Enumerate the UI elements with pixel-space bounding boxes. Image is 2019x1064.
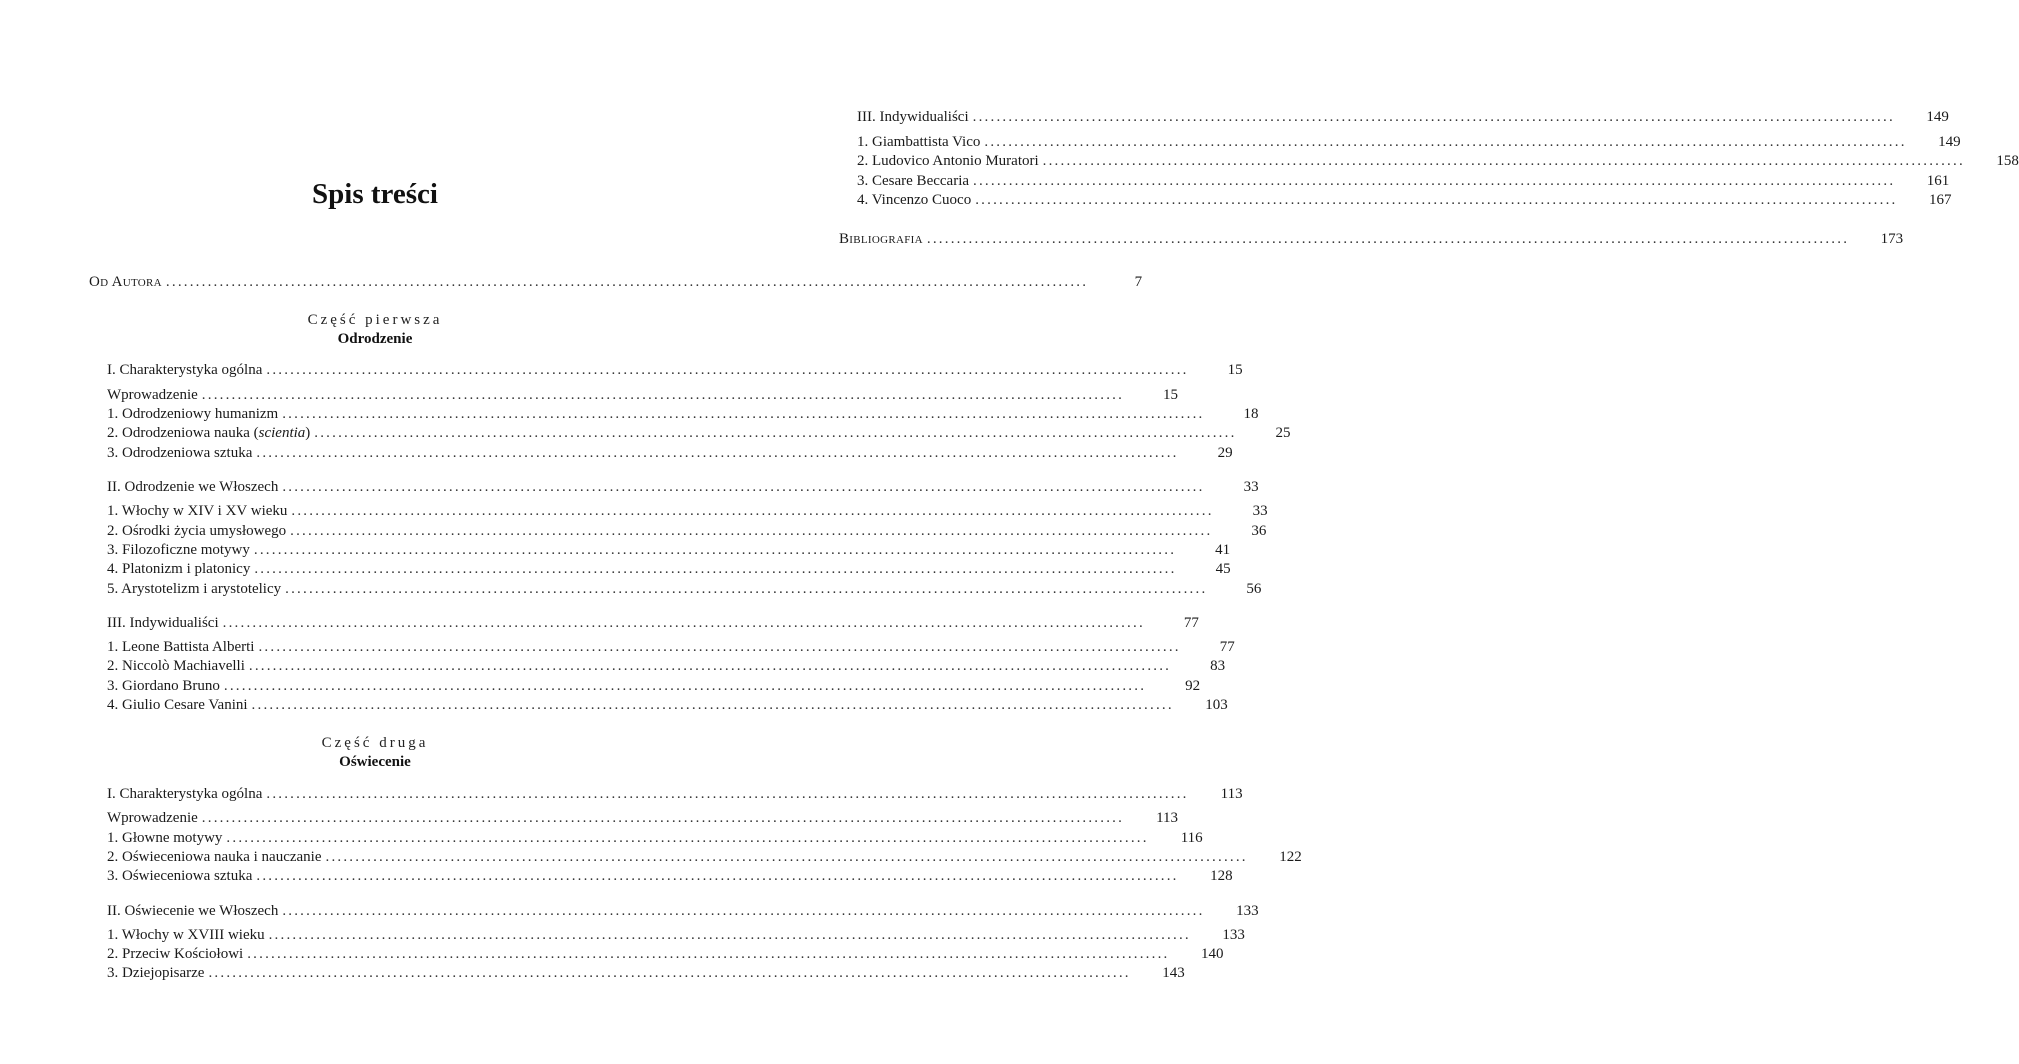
toc-entry-label: Od Autora (89, 274, 162, 290)
toc-entry[interactable] (107, 695, 1228, 715)
leader-dots: ........................................................................................................................................................... (222, 615, 1145, 631)
page-number: 128 (1210, 868, 1233, 884)
page-number: 103 (1205, 697, 1228, 713)
toc-entry-label: 3. Oświeceniowa sztuka (107, 868, 253, 884)
part-heading: Część pierwsza (307, 312, 443, 328)
leader-dots: ........................................................................................................................................................... (926, 231, 1850, 247)
label-text: 2. Odrodzeniowa nauka ( (107, 425, 259, 441)
page-number: 133 (1222, 927, 1245, 943)
toc-chapter[interactable] (107, 613, 1199, 633)
toc-chapter[interactable] (107, 784, 1243, 804)
section-title: Oświecenie (339, 754, 411, 770)
label-italic-text: scientia (258, 425, 306, 441)
toc-entry[interactable] (857, 132, 1961, 152)
toc-entry[interactable] (107, 828, 1203, 848)
toc-entry-label: 3. Cesare Beccaria (857, 173, 970, 189)
page-number: 167 (1928, 192, 1952, 208)
toc-entry-label: 2. Oświeceniowa nauka i nauczanie (107, 849, 322, 865)
page-number: 92 (1185, 678, 1201, 694)
toc-entry-label: 1. Odrodzeniowy humanizm (107, 406, 279, 422)
page-number: 140 (1200, 946, 1224, 962)
page-number: 45 (1215, 561, 1231, 577)
page-number: 149 (1926, 109, 1949, 125)
section-title: Odrodzenie (337, 331, 413, 347)
page-number: 33 (1252, 503, 1268, 519)
toc-entry[interactable] (107, 808, 1179, 828)
toc-entry[interactable] (107, 847, 1302, 867)
leader-dots: ........................................................................................................................................................... (223, 678, 1147, 694)
page-title: Spis treści (312, 178, 438, 210)
leader-dots: ........................................................................................................................................................... (226, 830, 1149, 846)
toc-entry[interactable] (857, 190, 1952, 210)
toc-entry-label: 2. Ludovico Antonio Muratori (857, 153, 1039, 169)
toc-entry[interactable] (107, 579, 1262, 599)
toc-entry-label: 4. Platonizm i platonicy (107, 561, 251, 577)
leader-dots: ........................................................................................................................................................... (984, 134, 1907, 150)
leader-dots: ........................................................................................................................................................... (282, 903, 1205, 919)
toc-entry-label: II. Oświecenie we Włoszech (107, 903, 279, 919)
toc-entry[interactable] (857, 151, 2019, 171)
page-number: 122 (1279, 849, 1302, 865)
leader-dots: ........................................................................................................................................................... (201, 810, 1125, 826)
toc-entry[interactable] (107, 385, 1179, 405)
leader-dots: ........................................................................................................................................................... (268, 927, 1191, 943)
page-number: 143 (1162, 965, 1185, 981)
leader-dots: ........................................................................................................................................................... (975, 192, 1898, 208)
leader-dots: ........................................................................................................................................................... (258, 639, 1181, 655)
page-number: 41 (1215, 542, 1231, 558)
label-text: ) (305, 425, 311, 441)
toc-entry[interactable] (107, 540, 1231, 560)
toc-entry[interactable] (107, 404, 1259, 424)
toc-entry-label: II. Odrodzenie we Włoszech (107, 479, 279, 495)
toc-entry-label: 1. Włochy w XIV i XV wieku (107, 503, 288, 519)
leader-dots: ........................................................................................................................................................... (291, 503, 1214, 519)
toc-entry[interactable] (107, 443, 1233, 463)
toc-entry-bibliografia[interactable] (839, 229, 1904, 249)
toc-entry-label: Bibliografia (839, 231, 923, 247)
toc-entry-label: 2. Niccolò Machiavelli (107, 658, 245, 674)
toc-entry-label: 1. Giambattista Vico (857, 134, 981, 150)
toc-chapter[interactable] (107, 477, 1259, 497)
toc-entry[interactable] (107, 866, 1233, 886)
page-number: 161 (1926, 173, 1950, 189)
toc-entry[interactable] (107, 637, 1235, 657)
toc-entry-label: III. Indywidualiści (107, 615, 219, 631)
toc-entry-label: 5. Arystotelizm i arystotelicy (107, 581, 282, 597)
toc-entry[interactable] (107, 944, 1224, 964)
page-number: 36 (1251, 523, 1267, 539)
leader-dots: ........................................................................................................................................................... (248, 658, 1172, 674)
leader-dots: ........................................................................................................................................................... (1042, 153, 1965, 169)
toc-entry-label (107, 423, 314, 443)
leader-dots: ........................................................................................................................................................... (282, 406, 1205, 422)
toc-entry-label: I. Charakterystyka ogólna (107, 362, 263, 378)
toc-entry-label: 3. Giordano Bruno (107, 678, 220, 694)
page-number: 113 (1220, 786, 1243, 802)
toc-entry-label: 4. Vincenzo Cuoco (857, 192, 972, 208)
leader-dots: ........................................................................................................................................................... (325, 849, 1248, 865)
page-number: 25 (1275, 425, 1291, 441)
toc-entry[interactable] (107, 656, 1226, 676)
leader-dots: ........................................................................................................................................................... (254, 561, 1177, 577)
toc-chapter[interactable] (107, 901, 1259, 921)
leader-dots: ........................................................................................................................................................... (256, 868, 1179, 884)
toc-entry[interactable] (107, 963, 1185, 983)
toc-entry[interactable] (857, 171, 1950, 191)
toc-entry[interactable] (107, 423, 1291, 443)
toc-entry-label: Wprowadzenie (107, 810, 198, 826)
page-number: 133 (1236, 903, 1259, 919)
toc-entry-label: 1. Włochy w XVIII wieku (107, 927, 265, 943)
leader-dots: ........................................................................................................................................................... (314, 425, 1237, 441)
toc-entry-label: 3. Filozoficzne motywy (107, 542, 250, 558)
leader-dots: ........................................................................................................................................................... (266, 362, 1189, 378)
page-number: 83 (1210, 658, 1226, 674)
page-number: 77 (1183, 615, 1199, 631)
toc-entry[interactable] (107, 925, 1245, 945)
page-number: 29 (1217, 445, 1233, 461)
toc-entry-label: 2. Ośrodki życia umysłowego (107, 523, 287, 539)
page-number: 33 (1243, 479, 1259, 495)
page-number: 77 (1219, 639, 1235, 655)
toc-entry[interactable] (107, 521, 1267, 541)
leader-dots: ........................................................................................................................................................... (266, 786, 1189, 802)
leader-dots: ........................................................................................................................................................... (208, 965, 1131, 981)
toc-entry-label: Wprowadzenie (107, 387, 198, 403)
leader-dots: ........................................................................................................................................................... (256, 445, 1179, 461)
leader-dots: ........................................................................................................................................................... (282, 479, 1205, 495)
leader-dots: ........................................................................................................................................................... (247, 946, 1170, 962)
toc-entry-label: 2. Przeciw Kościołowi (107, 946, 244, 962)
toc-entry[interactable] (107, 676, 1201, 696)
leader-dots: ........................................................................................................................................................... (290, 523, 1213, 539)
leader-dots: ........................................................................................................................................................... (972, 109, 1895, 125)
toc-entry[interactable] (107, 559, 1231, 579)
toc-entry[interactable] (107, 501, 1268, 521)
page-number: 7 (1134, 274, 1143, 290)
page-number: 18 (1243, 406, 1259, 422)
toc-entry-label: 4. Giulio Cesare Vanini (107, 697, 248, 713)
page-number: 173 (1880, 231, 1904, 247)
right-page (750, 0, 2019, 1064)
toc-entry-label: 1. Leone Battista Alberti (107, 639, 255, 655)
toc-entry-label: 3. Dziejopisarze (107, 965, 205, 981)
toc-entry-label: I. Charakterystyka ogólna (107, 786, 263, 802)
page-number: 116 (1180, 830, 1203, 846)
leader-dots: ........................................................................................................................................................... (201, 387, 1125, 403)
page-number: 15 (1163, 387, 1179, 403)
leader-dots: ........................................................................................................................................................... (973, 173, 1896, 189)
toc-entry-od-autora[interactable] (89, 272, 1143, 292)
toc-entry-label: 1. Głowne motywy (107, 830, 223, 846)
page-number: 158 (1996, 153, 2019, 169)
leader-dots: ........................................................................................................................................................... (165, 274, 1089, 290)
page-number: 56 (1246, 581, 1262, 597)
page-number: 15 (1227, 362, 1243, 378)
leader-dots: ........................................................................................................................................................... (253, 542, 1177, 558)
leader-dots: ........................................................................................................................................................... (251, 697, 1174, 713)
toc-chapter[interactable] (857, 107, 1949, 127)
toc-entry-label: III. Indywidualiści (857, 109, 969, 125)
toc-entry-label: 3. Odrodzeniowa sztuka (107, 445, 253, 461)
page-number: 113 (1156, 810, 1179, 826)
part-heading: Część druga (321, 735, 429, 751)
page-number: 149 (1938, 134, 1961, 150)
leader-dots: ........................................................................................................................................................... (285, 581, 1208, 597)
toc-chapter[interactable] (107, 360, 1243, 380)
